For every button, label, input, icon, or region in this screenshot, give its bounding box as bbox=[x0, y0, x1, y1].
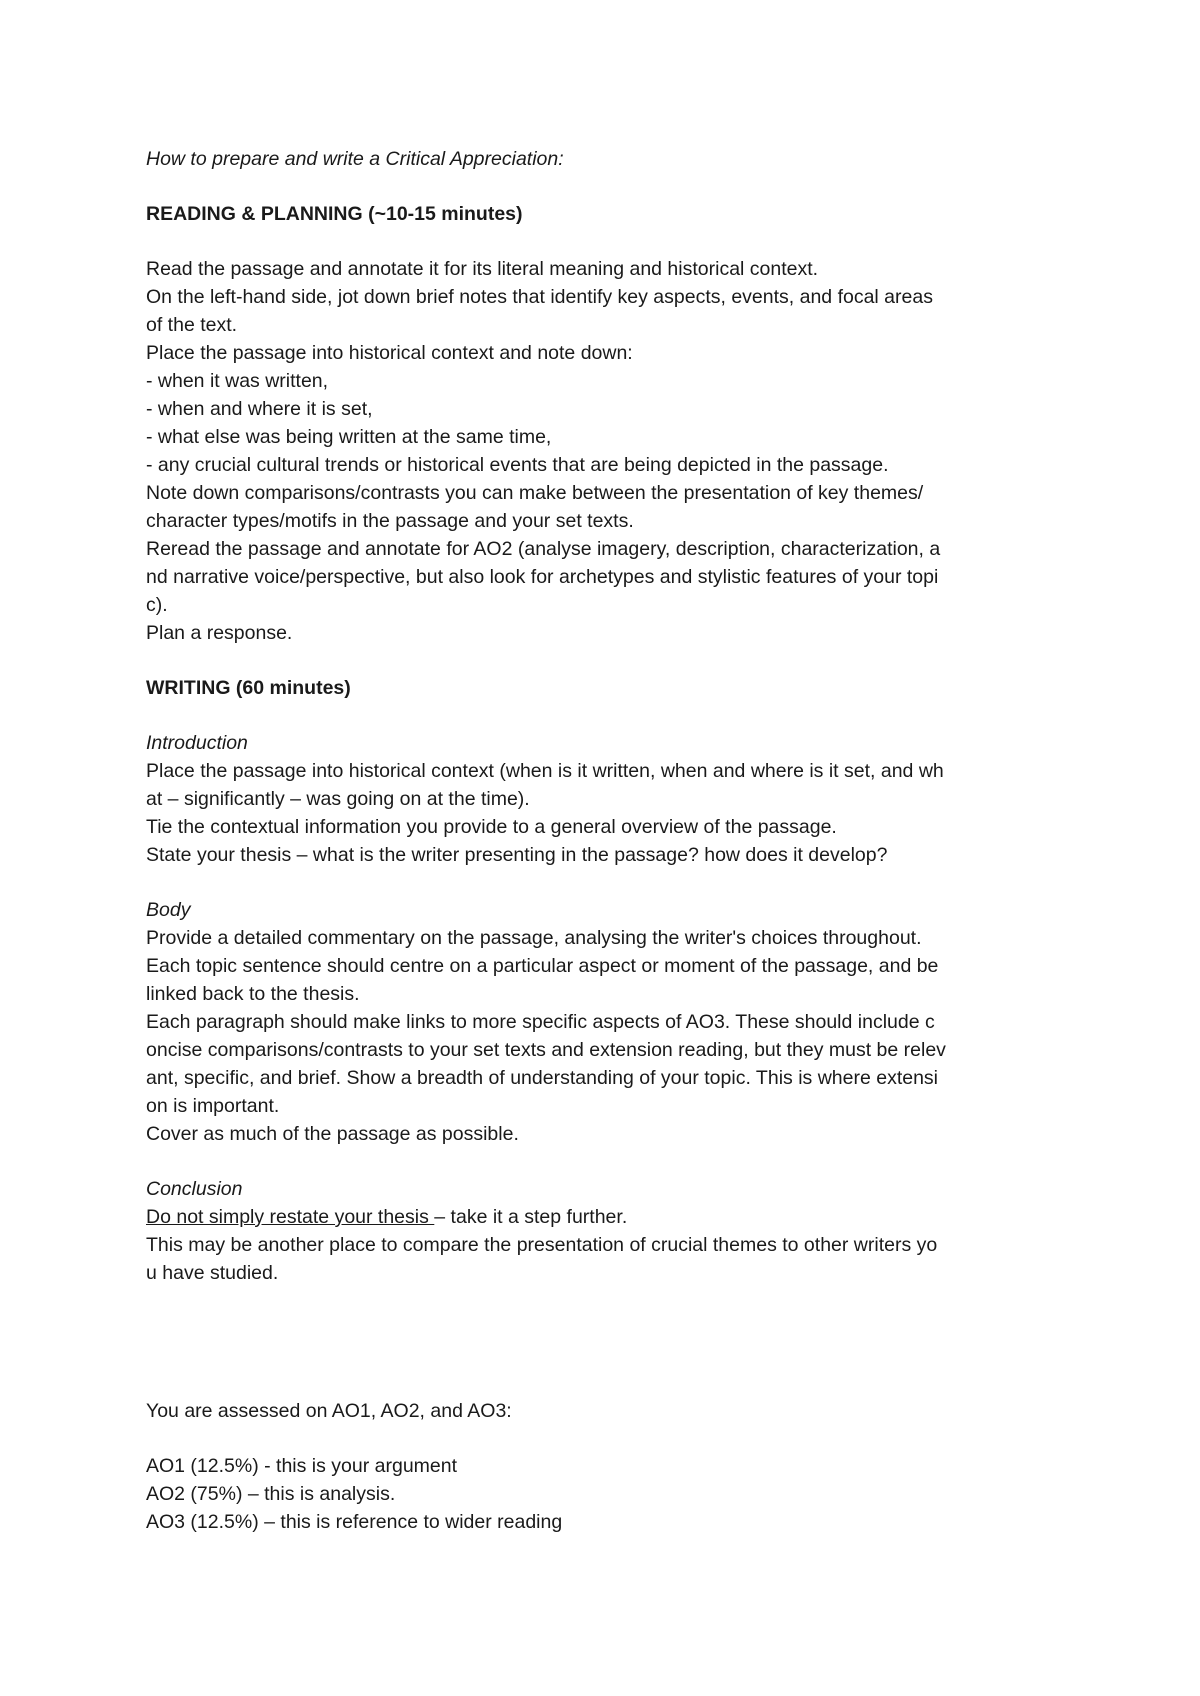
reading-line: On the left-hand side, jot down brief notes that identify key aspects, events, and focal areas bbox=[146, 286, 933, 308]
assessment-intro: You are assessed on AO1, AO2, and AO3: bbox=[146, 1400, 512, 1422]
reading-line: character types/motifs in the passage and your set texts. bbox=[146, 510, 634, 532]
body-line: oncise comparisons/contrasts to your set texts and extension reading, but they must be relev bbox=[146, 1039, 946, 1061]
body-line: Each paragraph should make links to more specific aspects of AO3. These should include c bbox=[146, 1011, 935, 1033]
assessment-item: AO1 (12.5%) - this is your argument bbox=[146, 1455, 458, 1477]
conclusion-line: This may be another place to compare the presentation of crucial themes to other writers yo bbox=[146, 1234, 938, 1256]
reading-line: Note down comparisons/contrasts you can make between the presentation of key themes/ bbox=[146, 482, 924, 504]
body-line: on is important. bbox=[146, 1095, 280, 1117]
reading-line: of the text. bbox=[146, 314, 238, 336]
reading-bullet: - what else was being written at the same time, bbox=[146, 426, 552, 448]
assessment-item: AO3 (12.5%) – this is reference to wider reading bbox=[146, 1511, 563, 1533]
conclusion-first-line bbox=[146, 1203, 627, 1231]
document-title: How to prepare and write a Critical Appreciation: bbox=[146, 148, 564, 170]
reading-line: Reread the passage and annotate for AO2 (analyse imagery, description, characterization, a bbox=[146, 538, 941, 560]
introduction-line: Tie the contextual information you provide to a general overview of the passage. bbox=[146, 816, 837, 838]
reading-line: Plan a response. bbox=[146, 622, 293, 644]
reading-line: nd narrative voice/perspective, but also look for archetypes and stylistic features of your topi bbox=[146, 566, 939, 588]
reading-bullet: - when and where it is set, bbox=[146, 398, 373, 420]
body-line: ant, specific, and brief. Show a breadth of understanding of your topic. This is where extensi bbox=[146, 1067, 939, 1089]
body-label: Body bbox=[146, 899, 191, 921]
reading-line: Read the passage and annotate it for its literal meaning and historical context. bbox=[146, 258, 819, 280]
conclusion-line: u have studied. bbox=[146, 1262, 279, 1284]
assessment-item: AO2 (75%) – this is analysis. bbox=[146, 1483, 396, 1505]
body-line: Provide a detailed commentary on the passage, analysing the writer's choices throughout. bbox=[146, 927, 922, 949]
introduction-label: Introduction bbox=[146, 732, 248, 754]
introduction-line: State your thesis – what is the writer presenting in the passage? how does it develop? bbox=[146, 844, 888, 866]
reading-line: c). bbox=[146, 594, 168, 616]
introduction-line: Place the passage into historical context (when is it written, when and where is it set, and wh bbox=[146, 760, 944, 782]
introduction-line: at – significantly – was going on at the time). bbox=[146, 788, 530, 810]
conclusion-label: Conclusion bbox=[146, 1178, 243, 1200]
writing-heading: WRITING (60 minutes) bbox=[146, 677, 351, 699]
reading-bullet: - when it was written, bbox=[146, 370, 329, 392]
conclusion-underlined-text: Do not simply restate your thesis bbox=[146, 1206, 435, 1228]
body-line: linked back to the thesis. bbox=[146, 983, 360, 1005]
conclusion-first-line-rest: – take it a step further. bbox=[434, 1206, 628, 1228]
reading-heading: READING & PLANNING (~10-15 minutes) bbox=[146, 203, 523, 225]
reading-bullet: - any crucial cultural trends or historical events that are being depicted in the passage. bbox=[146, 454, 889, 476]
body-line: Each topic sentence should centre on a particular aspect or moment of the passage, and be bbox=[146, 955, 939, 977]
reading-line: Place the passage into historical context and note down: bbox=[146, 342, 633, 364]
body-line: Cover as much of the passage as possible. bbox=[146, 1123, 519, 1145]
